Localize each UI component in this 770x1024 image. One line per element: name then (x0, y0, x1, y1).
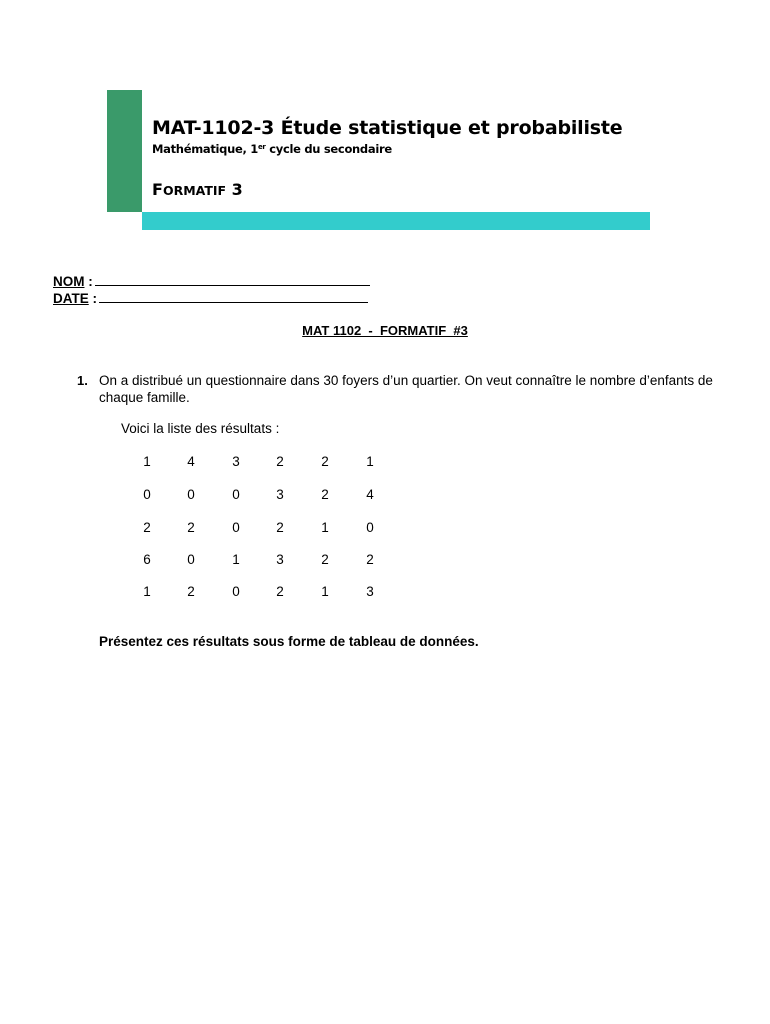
formatif-rest: ORMATIF (162, 183, 227, 198)
question-instruction: Présentez ces résultats sous forme de tableau de données. (99, 634, 479, 649)
date-label: DATE (53, 291, 89, 306)
formatif-initial: F (152, 180, 163, 199)
date-field (53, 290, 368, 306)
result-cell: 6 (143, 552, 151, 567)
result-cell: 2 (276, 520, 284, 535)
result-cell: 0 (187, 487, 195, 502)
nom-field (53, 273, 370, 289)
header-teal-bar (142, 212, 650, 230)
result-cell: 3 (276, 487, 284, 502)
nom-blank-line[interactable] (95, 273, 370, 286)
result-cell: 2 (187, 520, 195, 535)
results-intro: Voici la liste des résultats : (121, 421, 280, 436)
question-text: On a distribué un questionnaire dans 30 foyers d’un quartier. On veut connaître le nombre d’enfants de chaque famille. (99, 373, 713, 405)
subtitle-main: Mathématique, 1 (152, 142, 258, 156)
result-cell: 2 (321, 454, 329, 469)
result-cell: 3 (366, 584, 374, 599)
result-cell: 1 (366, 454, 374, 469)
formatif-label (152, 180, 243, 199)
result-cell: 1 (232, 552, 240, 567)
date-blank-line[interactable] (99, 290, 368, 303)
result-cell: 0 (143, 487, 151, 502)
result-cell: 2 (276, 584, 284, 599)
result-cell: 3 (276, 552, 284, 567)
result-cell: 1 (321, 584, 329, 599)
document-title: MAT-1102-3 Étude statistique et probabiliste (152, 117, 623, 139)
result-cell: 0 (232, 584, 240, 599)
result-cell: 0 (187, 552, 195, 567)
result-cell: 4 (366, 487, 374, 502)
question-number: 1. (77, 373, 88, 388)
result-cell: 1 (321, 520, 329, 535)
result-cell: 2 (143, 520, 151, 535)
result-cell: 1 (143, 454, 151, 469)
result-cell: 0 (366, 520, 374, 535)
result-cell: 3 (232, 454, 240, 469)
header-green-bar (107, 90, 142, 212)
result-cell: 0 (232, 520, 240, 535)
result-cell: 2 (321, 487, 329, 502)
nom-separator: : (84, 274, 93, 289)
section-heading: MAT 1102 - FORMATIF #3 (302, 323, 468, 338)
date-separator: : (88, 291, 97, 306)
subtitle-rest: cycle du secondaire (265, 142, 392, 156)
result-cell: 2 (366, 552, 374, 567)
subtitle-superscript: er (257, 143, 266, 151)
result-cell: 2 (276, 454, 284, 469)
result-cell: 4 (187, 454, 195, 469)
formatif-number: 3 (226, 180, 243, 199)
result-cell: 0 (232, 487, 240, 502)
result-cell: 1 (143, 584, 151, 599)
result-cell: 2 (321, 552, 329, 567)
result-cell: 2 (187, 584, 195, 599)
nom-label: NOM (53, 274, 85, 289)
document-subtitle (152, 142, 392, 156)
